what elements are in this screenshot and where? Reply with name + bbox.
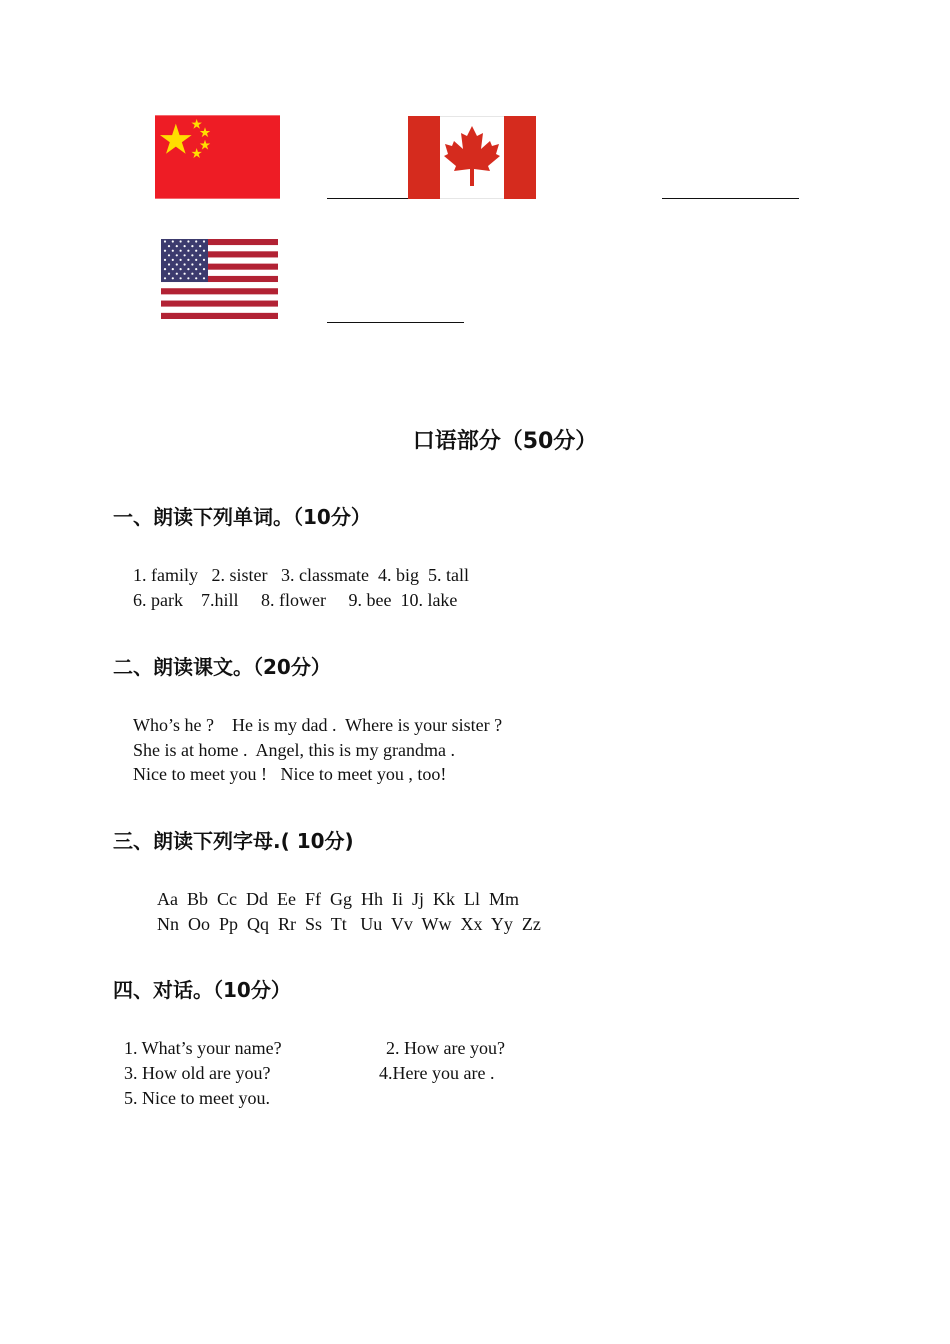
dialogue-item-4: 4.Here you are . <box>379 1063 495 1083</box>
text-line-1: Who’s he ? He is my dad . Where is your sister ? <box>133 715 503 735</box>
section-heading-dialogue: 四、对话。（10分） <box>113 978 291 1002</box>
answer-blank-usa[interactable] <box>327 322 464 323</box>
dialogue-item-3: 3. How old are you? <box>124 1063 271 1083</box>
section-heading-words: 一、朗读下列单词。（10分） <box>113 505 371 529</box>
section-heading-letters: 三、朗读下列字母.( 10分) <box>113 829 354 853</box>
word-line-1: 1. family 2. sister 3. classmate 4. big 5. tall <box>133 565 469 585</box>
answer-blank-canada[interactable] <box>662 198 799 199</box>
letters-line-2: Nn Oo Pp Qq Rr Ss Tt Uu Vv Ww Xx Yy Zz <box>157 914 541 934</box>
page-title: 口语部分（50分） <box>412 429 598 454</box>
canada-flag <box>408 116 536 199</box>
text-line-3: Nice to meet you ! Nice to meet you , too! <box>133 764 447 784</box>
letters-line-1: Aa Bb Cc Dd Ee Ff Gg Hh Ii Jj Kk Ll Mm <box>157 889 519 909</box>
dialogue-item-2: 2. How are you? <box>386 1038 505 1058</box>
text-line-2: She is at home . Angel, this is my grandma . <box>133 740 455 760</box>
dialogue-item-1: 1. What’s your name? <box>124 1038 282 1058</box>
china-flag <box>155 115 280 199</box>
section-heading-text: 二、朗读课文。（20分） <box>113 655 331 679</box>
usa-flag <box>161 239 278 319</box>
word-line-2: 6. park 7.hill 8. flower 9. bee 10. lake <box>133 590 458 610</box>
dialogue-item-5: 5. Nice to meet you. <box>124 1088 270 1108</box>
